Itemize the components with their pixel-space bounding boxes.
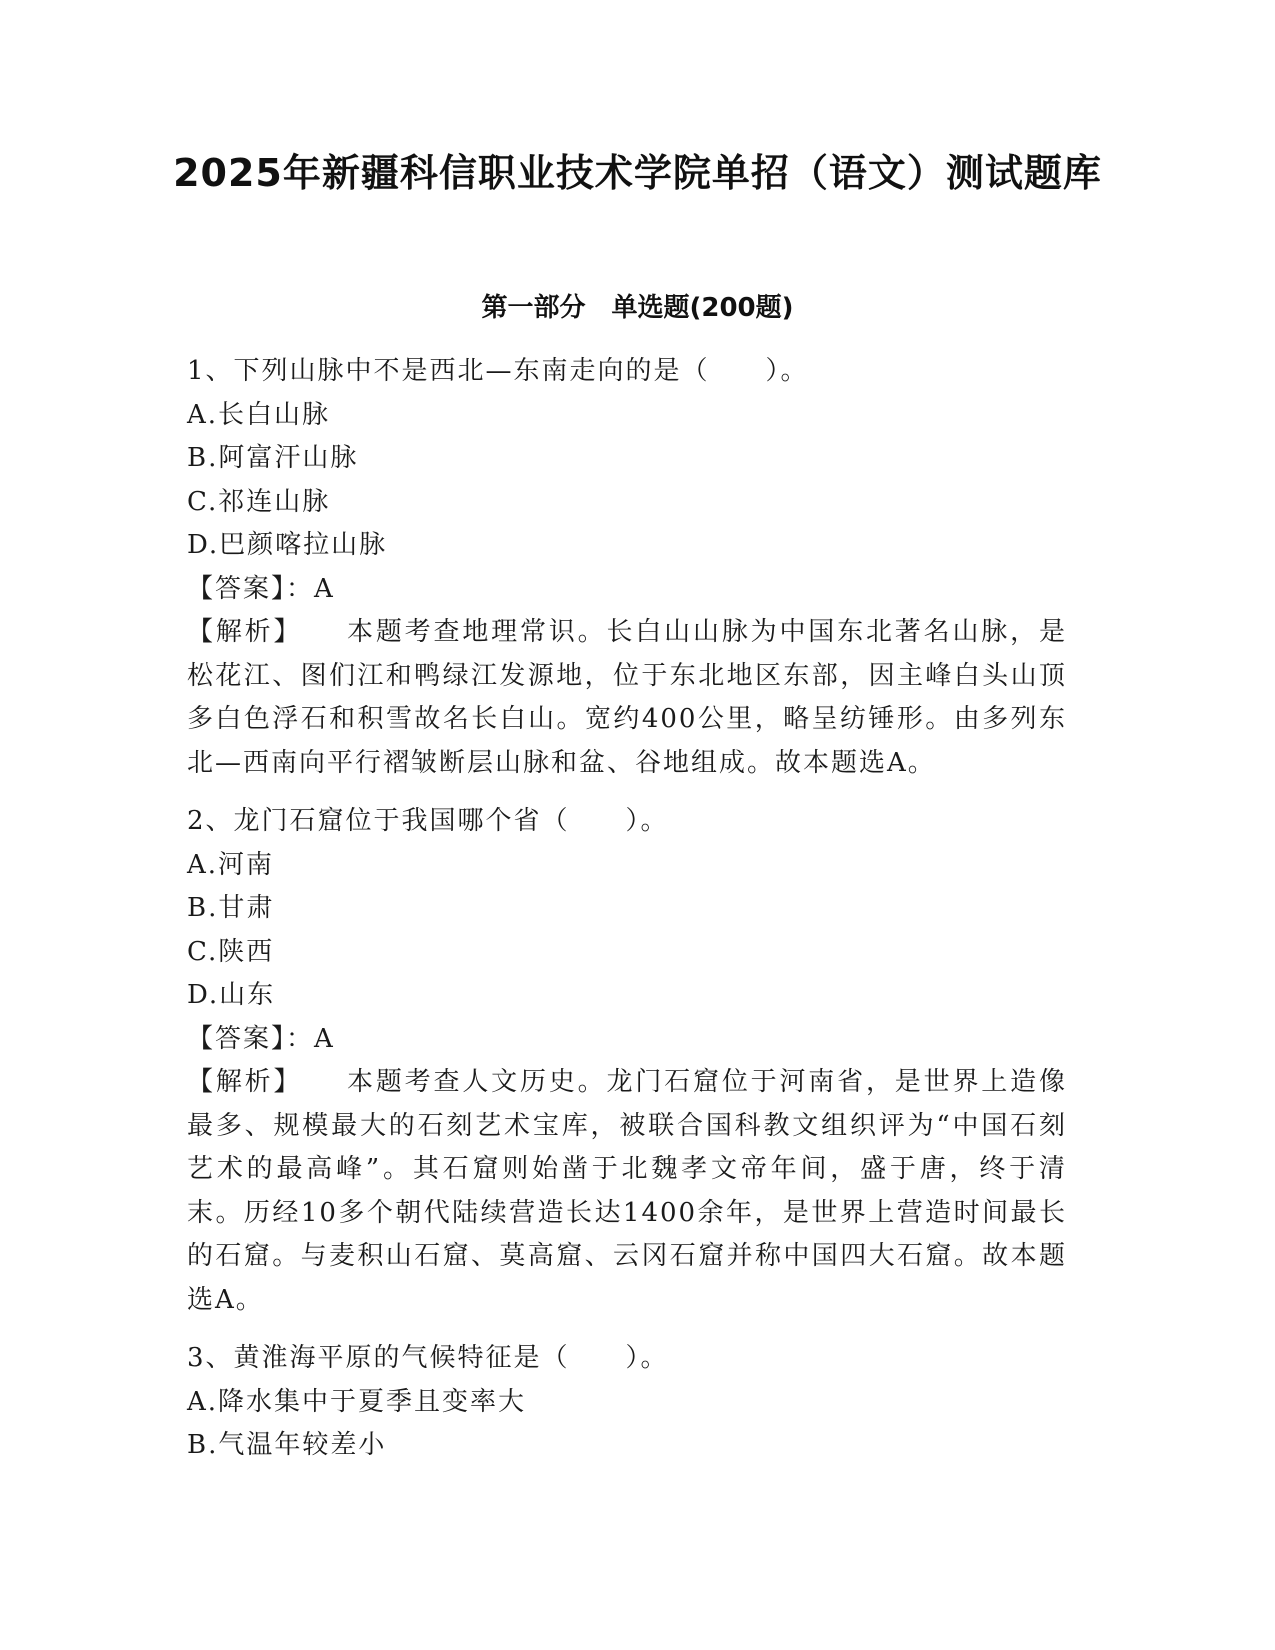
answer-line (187, 568, 1067, 612)
option-b: B.气温年较差小 (187, 1430, 387, 1460)
answer-line (187, 1018, 1067, 1062)
document-title: 2025年新疆科信职业技术学院单招（语文）测试题库 (173, 151, 1102, 195)
explanation (187, 1061, 1067, 1322)
question-2 (187, 800, 1067, 1322)
explanation (187, 611, 1067, 785)
question-1 (187, 350, 1067, 785)
option-a: A.河南 (187, 849, 275, 880)
explanation-label: 【解析】 (187, 1067, 290, 1097)
option-b: B.阿富汗山脉 (187, 443, 359, 473)
option-d: D.山东 (187, 980, 276, 1010)
answer-value: A (314, 573, 335, 604)
question-list (187, 350, 1067, 1468)
explanation-text: 本题考查人文历史。龙门石窟位于河南省，是世界上造像最多、规模最大的石刻艺术宝库，被联合国科教文组织评为“中国石刻艺术的最高峰”。其石窟则始凿于北魏孝文帝年间，盛于唐，终于清末。历经10多个朝代陆续营造长达1400余年，是世界上营造时间最长的石窟。与麦积山石窟、莫高窟、云冈石窟并称中国四大石窟。故本题选A。 (187, 1067, 1067, 1315)
question-3 (187, 1337, 1067, 1468)
explanation-text: 本题考查地理常识。长白山山脉为中国东北著名山脉，是松花江、图们江和鸭绿江发源地，位于东北地区东部，因主峰白头山顶多白色浮石和积雪故名长白山。宽约400公里，略呈纺锤形。由多列东北—西南向平行褶皱断层山脉和盆、谷地组成。故本题选A。 (187, 617, 1067, 778)
option-a: A.长白山脉 (187, 399, 331, 430)
question-stem: 3、黄淮海平原的气候特征是（ ）。 (187, 1343, 669, 1373)
section-title: 第一部分 单选题(200题) (481, 293, 794, 323)
explanation-label: 【解析】 (187, 617, 290, 647)
option-c: C.祁连山脉 (187, 486, 331, 517)
answer-label: 【答案】： (187, 573, 315, 604)
option-c: C.陕西 (187, 936, 275, 967)
option-b: B.甘肃 (187, 893, 275, 923)
question-stem: 1、下列山脉中不是西北—东南走向的是（ ）。 (187, 356, 809, 386)
option-a: A.降水集中于夏季且变率大 (187, 1386, 527, 1417)
option-d: D.巴颜喀拉山脉 (187, 530, 388, 560)
answer-value: A (314, 1023, 335, 1054)
answer-label: 【答案】： (187, 1023, 315, 1054)
question-stem: 2、龙门石窟位于我国哪个省（ ）。 (187, 806, 669, 836)
